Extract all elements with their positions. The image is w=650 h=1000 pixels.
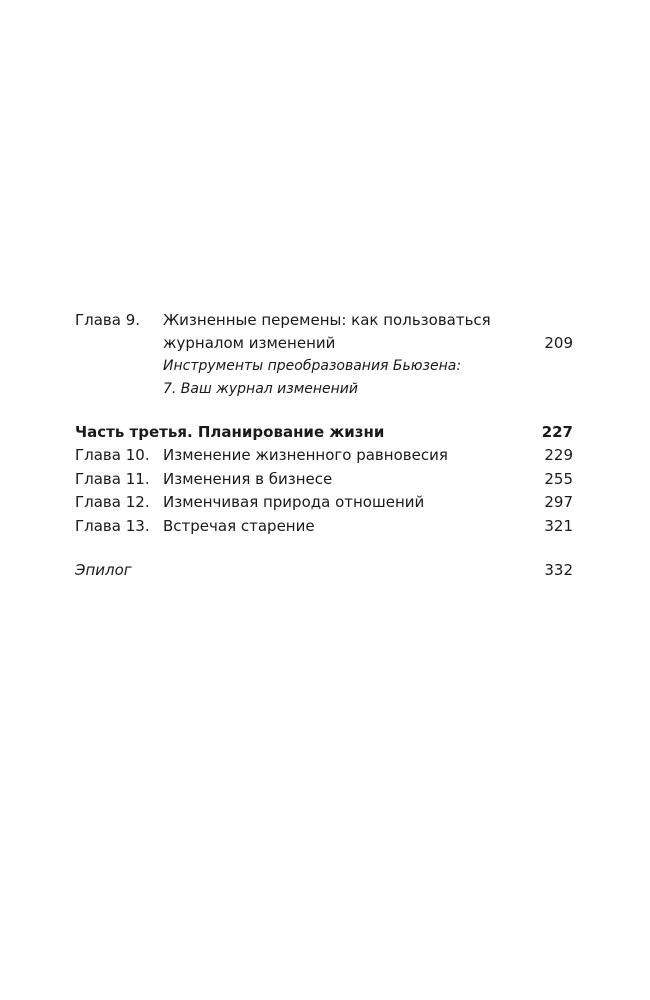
- page-number: 332: [544, 561, 573, 579]
- part-title: Часть третья. Планирование жизни: [75, 423, 385, 441]
- chapter-title-line: [163, 332, 573, 355]
- chapter-title-line: [163, 309, 573, 332]
- chapter-label: Глава 9.: [75, 311, 141, 329]
- table-of-contents: [75, 309, 573, 582]
- toc-entry-chapter-9: [75, 309, 573, 401]
- chapter-label: Глава 10.: [75, 446, 150, 464]
- toc-entry-chapter-11: [75, 468, 573, 492]
- page-number: 209: [544, 334, 573, 352]
- chapter-tools-note: Инструменты преобразования Бьюзена:: [163, 358, 462, 374]
- toc-entry-epilogue: [75, 559, 573, 582]
- toc-entry-chapter-10: [75, 444, 573, 468]
- page-number: 321: [544, 516, 573, 535]
- chapter-title: Изменчивая природа отношений: [163, 493, 425, 511]
- toc-entry-part-3: [75, 420, 573, 444]
- chapter-body: [163, 309, 573, 401]
- chapter-title: Изменение жизненного равновесия: [163, 446, 448, 464]
- epilogue-title: Эпилог: [75, 561, 132, 579]
- chapter-label: Глава 13.: [75, 516, 150, 535]
- chapter-title-continued: журналом изменений: [163, 334, 336, 352]
- page-number: 229: [544, 446, 573, 464]
- toc-entry-chapter-13: [75, 515, 573, 539]
- chapter-tools-note-item: 7. Ваш журнал изменений: [163, 381, 359, 397]
- chapter-label: Глава 11.: [75, 469, 150, 488]
- page-number: 297: [544, 493, 573, 511]
- chapter-title: Встречая старение: [163, 516, 315, 535]
- page-number: 227: [541, 423, 573, 441]
- chapter-label: Глава 12.: [75, 493, 150, 511]
- chapter-title: Жизненные перемены: как пользоваться: [163, 311, 491, 329]
- chapter-title: Изменения в бизнесе: [163, 469, 333, 488]
- page-number: 255: [544, 469, 573, 488]
- toc-entry-chapter-12: [75, 491, 573, 515]
